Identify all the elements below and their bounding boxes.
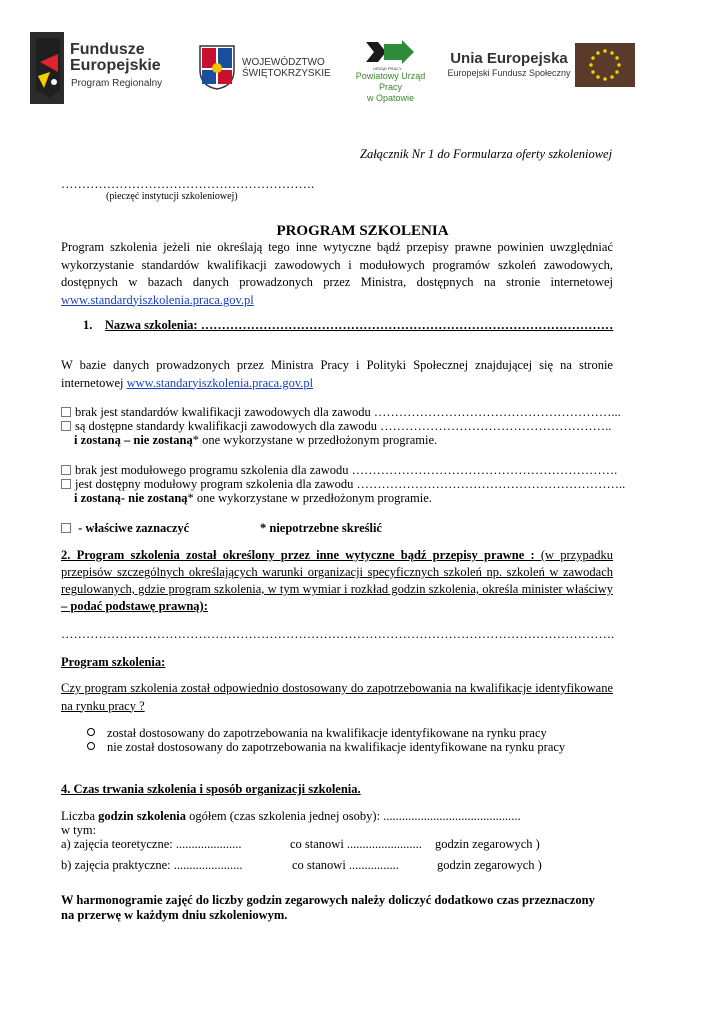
woj-text [242, 57, 331, 79]
theory-a: a) zajęcia teoretyczne: ..................... [61, 837, 242, 851]
stamp-label: (pieczęć instytucji szkoleniowej) [106, 191, 238, 202]
fe-line3: Program Regionalny [71, 78, 163, 89]
page-title: PROGRAM SZKOLENIA [276, 223, 449, 239]
check2-item2-text: jest dostępny modułowy program szkolenia dla zawodu ……………………………………………………….. [75, 477, 626, 491]
check1-item2-text: są dostępne standardy kwalifikacji zawodowych dla zawodu ……………………………………………….. [75, 419, 612, 433]
section2-bold: 2. Program szkolenia został określony przez inne wytyczne bądź przepisy prawne : [61, 548, 535, 562]
attachment-label: Załącznik Nr 1 do Formularza oferty szkoleniowej [360, 147, 613, 161]
check1-item1-text: brak jest standardów kwalifikacji zawodowych dla zawodu …………………………………………………... [75, 405, 621, 419]
checkbox[interactable] [61, 479, 71, 489]
practice-c: godzin zegarowych ) [437, 858, 542, 872]
ue-line2: Europejski Fundusz Społeczny [447, 68, 571, 78]
database-paragraph [61, 357, 613, 392]
fe-line1: Fundusze [70, 41, 145, 58]
check2-note-bold: i zostaną- nie zostaną [74, 491, 188, 505]
checkbox-icon [61, 523, 71, 533]
check2-note-rest: * one wykorzystane w przedłożonym programie. [187, 491, 432, 505]
theory-c: godzin zegarowych ) [435, 837, 540, 851]
check1-note [74, 432, 437, 448]
database-link[interactable]: www.standaryiszkolenia.praca.gov.pl [126, 375, 314, 390]
check1-note-bold: i zostaną – nie zostaną [74, 433, 193, 447]
radio-option[interactable] [87, 742, 95, 750]
eu-flag-icon [575, 43, 635, 87]
fe-line2: Europejskie [70, 57, 161, 74]
pup-line2: w Opatowie [366, 93, 415, 103]
database-text: W bazie danych prowadzonych przez Ministra Pracy i Polityki Społecznej znajdującej się na stronie internetowej [61, 358, 613, 390]
theory-b: co stanowi ........................ [290, 837, 422, 851]
intro-link[interactable]: www.standardyiszkolenia.praca.gov.pl [61, 292, 254, 307]
radio-option[interactable] [87, 728, 95, 736]
check1-note-rest: * one wykorzystane w przedłożonym programie. [192, 433, 438, 447]
section1-label: Nazwa szkolenia: ……………………………………………………………………………………… [104, 318, 614, 332]
program-option2 [87, 739, 565, 755]
practice-b: co stanowi ................ [292, 858, 399, 872]
hours-bold: godzin szkolenia [98, 809, 187, 823]
swietokrzyskie-crest-icon [198, 44, 236, 90]
section1-number: 1. [83, 318, 93, 332]
checkbox[interactable] [61, 407, 71, 417]
pup-small: URZĄD PRACY [373, 66, 402, 71]
section2-tail: – podać podstawę prawną): [61, 599, 208, 613]
program-option1-text: został dostosowany do zapotrzebowania na kwalifikacje identyfikowane na rynku pracy [107, 726, 547, 740]
legend-check-text: - właściwe zaznaczyć [75, 521, 190, 535]
section1-heading [83, 317, 613, 333]
hours-post: ogółem (czas szkolenia jednej osoby): ............................................ [186, 809, 521, 823]
in-that-label: w tym: [61, 823, 97, 837]
intro-paragraph [61, 239, 613, 309]
schedule-note: W harmonogramie zajęć do liczby godzin zegarowych należy doliczyć dodatkowo czas przeznaczony na przerwę w każdym dniu szkoleniowym. [61, 893, 595, 922]
program-option2-text: nie został dostosowany do zapotrzebowania na kwalifikacje identyfikowane na rynku pracy [107, 740, 566, 754]
section2-dots: ……………………………………………………………………………………………………………………. [61, 627, 615, 641]
pup-text [343, 71, 438, 104]
pup-line1: Powiatowy Urząd Pracy [355, 71, 426, 92]
ue-text [444, 50, 574, 79]
stamp-dots: ……………………………………………………. [61, 177, 315, 191]
logo-strip [0, 0, 725, 110]
section2-normal: (w przypadku przepisów szczególnych określających warunki organizacji specyficznych szkoleń np. szkoleń w zawodach regulowanych, gdzie program szkolenia, w tym wymiar i rozkład godzin szkolenia, określa minister właściwy [61, 548, 613, 596]
program-question: Czy program szkolenia został odpowiednio dostosowany do zapotrzebowania na kwalifikacje identyfikowane na rynku pracy ? [61, 681, 613, 713]
woj-line1: WOJEWÓDZTWO [242, 57, 325, 68]
pup-arrows-icon [362, 40, 416, 64]
ue-line1: Unia Europejska [450, 50, 568, 67]
hours-pre: Liczba [61, 809, 99, 823]
section2-paragraph [61, 547, 613, 615]
section4-heading: 4. Czas trwania szkolenia i sposób organizacji szkolenia. [61, 782, 361, 796]
program-heading: Program szkolenia: [61, 655, 166, 669]
legend-strike: * niepotrzebne skreślić [260, 521, 382, 535]
woj-line2: ŚWIĘTOKRZYSKIE [242, 68, 331, 79]
checkbox[interactable] [61, 421, 71, 431]
intro-text: Program szkolenia jeżeli nie określają tego inne wytyczne bądź przepisy prawne powinien uwzględniać wykorzystanie standardów kwalifikacji zawodowych i modułowych programów szkoleń zawodowych, dostępnych w bazach danych prowadzonych przez Ministra, dostępnych na stronie internetowej [61, 240, 613, 289]
hours-line [61, 808, 521, 824]
fundusze-europejskie-logo-mark [30, 32, 64, 104]
fe-logo-text [70, 42, 161, 74]
practice-a: b) zajęcia praktyczne: ...................... [61, 858, 243, 872]
check2-note [74, 490, 432, 506]
check2-item1-text: brak jest modułowego programu szkolenia dla zawodu ………………………………………………………. [75, 463, 618, 477]
checkbox[interactable] [61, 465, 71, 475]
legend-check [61, 520, 189, 536]
